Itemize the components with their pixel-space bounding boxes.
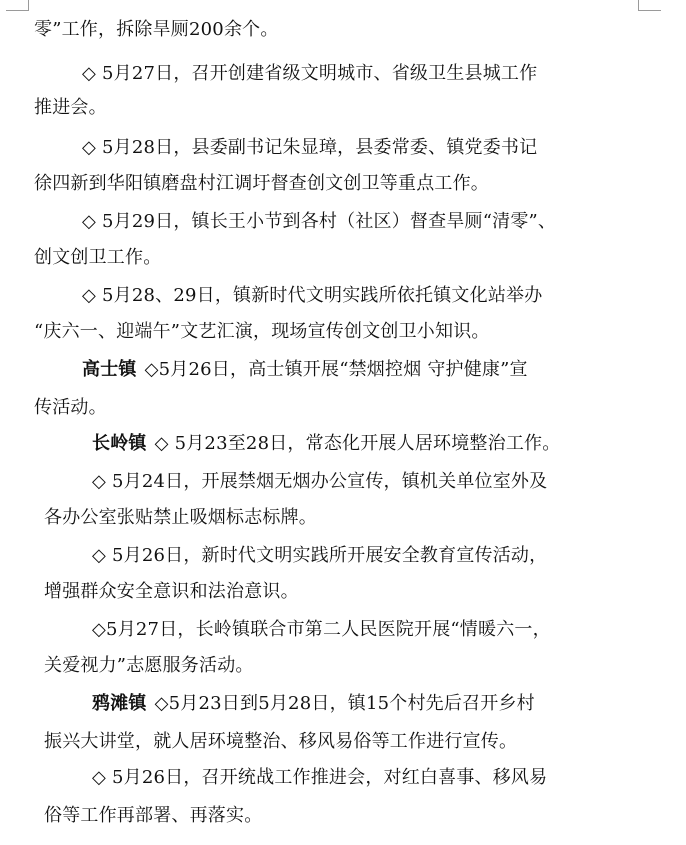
text-line-15: ◇ 5月26日，新时代文明实践所开展安全教育宣传活动， [92, 545, 548, 566]
text-line-17: ◇5月27日，长岭镇联合市第二人民医院开展“情暖六一， [92, 619, 551, 640]
page-corner-mark-left [6, 0, 29, 11]
text-line-4: ◇ 5月28日，县委副书记朱显璋，县委常委、镇党委书记 [82, 137, 538, 158]
text-line-5: 徐四新到华阳镇磨盘村江调圩督查创文创卫等重点工作。 [34, 173, 489, 194]
town-name-gaoshi: 高士镇 [82, 359, 137, 380]
town-name-yatan: 鸦滩镇 [92, 693, 147, 714]
text-line-12 [92, 432, 560, 456]
text-line-11: 传活动。 [34, 397, 107, 418]
text-line-20: 振兴大讲堂，就人居环境整治、移风易俗等工作进行宣传。 [44, 731, 518, 752]
text-line-7: 创文创卫工作。 [34, 247, 162, 268]
text-line-9: “庆六一、迎端午”文艺汇演，现场宣传创文创卫小知识。 [34, 321, 490, 342]
text-line-10-body: ◇5月26日，高士镇开展“禁烟控烟 守护健康”宣 [144, 359, 528, 380]
text-line-3: 推进会。 [34, 97, 107, 118]
text-line-2: ◇ 5月27日，召开创建省级文明城市、省级卫生县城工作 [82, 63, 538, 84]
text-line-22: 俗等工作再部署、再落实。 [44, 805, 263, 826]
text-line-10 [82, 358, 528, 382]
text-line-6: ◇ 5月29日，镇长王小节到各村（社区）督查旱厕“清零”、 [82, 211, 557, 232]
town-name-changling: 长岭镇 [92, 433, 147, 454]
text-line-8: ◇ 5月28、29日，镇新时代文明实践所依托镇文化站举办 [82, 285, 543, 306]
text-line-18: 关爱视力”志愿服务活动。 [44, 655, 254, 676]
text-line-12-body: ◇ 5月23至28日，常态化开展人居环境整治工作。 [154, 433, 561, 454]
text-line-13: ◇ 5月24日，开展禁烟无烟办公宣传，镇机关单位室外及 [92, 471, 548, 492]
text-line-16: 增强群众安全意识和法治意识。 [44, 581, 299, 602]
text-line-19-body: ◇5月23日到5月28日，镇15个村先后召开乡村 [154, 693, 535, 714]
page-corner-mark-right [638, 0, 661, 11]
text-line-1: 零”工作，拆除旱厕200余个。 [34, 19, 279, 40]
text-line-21: ◇ 5月26日，召开统战工作推进会，对红白喜事、移风易 [92, 767, 548, 788]
text-line-14: 各办公室张贴禁止吸烟标志标牌。 [44, 507, 317, 528]
text-line-19 [92, 692, 535, 716]
